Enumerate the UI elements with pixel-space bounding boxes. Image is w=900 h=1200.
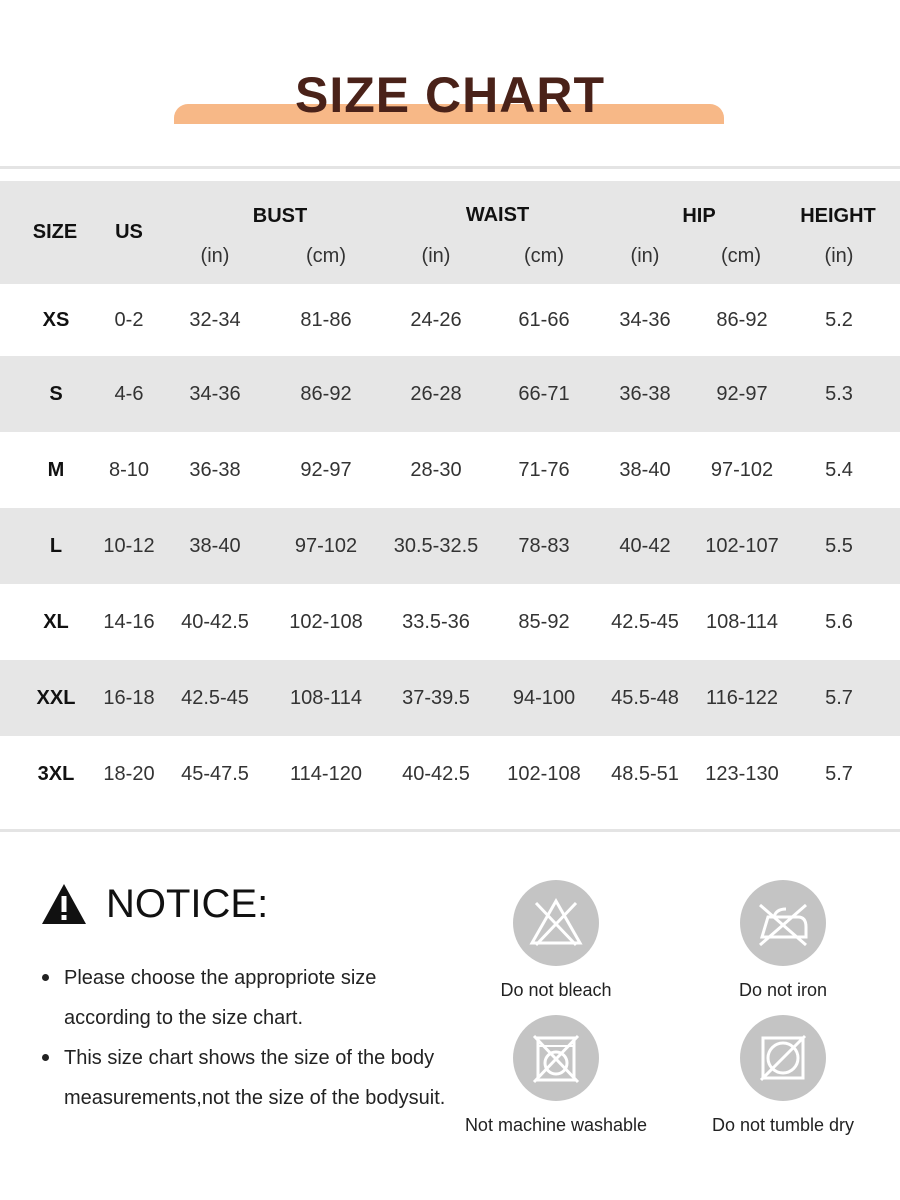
- unit-hip-in: (in): [630, 245, 660, 267]
- unit-bust-cm: (cm): [306, 245, 346, 267]
- cell-bust-cm: 92-97: [300, 458, 352, 481]
- cell-waist-in: 26-28: [410, 382, 462, 405]
- cell-height-in: 5.2: [825, 308, 853, 331]
- no-bleach-icon: [513, 880, 599, 966]
- cell-size: XXL: [36, 686, 76, 709]
- care-no-machine-wash: [436, 1015, 676, 1136]
- cell-waist-in: 37-39.5: [402, 686, 470, 709]
- table-body: [0, 284, 900, 820]
- cell-hip-cm: 102-107: [705, 534, 779, 557]
- cell-waist-in: 28-30: [410, 458, 462, 481]
- cell-waist-cm: 71-76: [518, 458, 570, 481]
- cell-bust-in: 36-38: [189, 458, 241, 481]
- cell-hip-cm: 86-92: [716, 308, 768, 331]
- cell-height-in: 5.7: [825, 762, 853, 785]
- cell-hip-in: 38-40: [619, 458, 671, 481]
- care-label: Not machine washable: [464, 1115, 648, 1135]
- table-row: [0, 432, 900, 508]
- cell-bust-in: 38-40: [189, 534, 241, 557]
- unit-waist-cm: (cm): [524, 245, 564, 267]
- cell-waist-cm: 94-100: [512, 686, 576, 709]
- cell-bust-in: 45-47.5: [181, 762, 249, 785]
- unit-bust-in: (in): [200, 245, 230, 267]
- table-row: [0, 284, 900, 356]
- cell-us: 8-10: [108, 458, 150, 481]
- cell-us: 18-20: [103, 762, 155, 785]
- cell-waist-cm: 78-83: [518, 534, 570, 557]
- cell-bust-cm: 102-108: [289, 610, 363, 633]
- page-title: SIZE CHART: [295, 67, 605, 123]
- cell-waist-cm: 85-92: [518, 610, 570, 633]
- header-height: HEIGHT: [800, 205, 876, 227]
- notice-header: [40, 876, 460, 932]
- no-iron-icon: [740, 880, 826, 966]
- cell-waist-in: 33.5-36: [402, 610, 470, 633]
- size-table: [0, 181, 900, 820]
- cell-waist-cm: 61-66: [518, 308, 570, 331]
- cell-height-in: 5.3: [825, 382, 853, 405]
- bottom-divider: [0, 829, 900, 832]
- cell-bust-cm: 108-114: [290, 686, 362, 709]
- header-us: US: [115, 221, 143, 243]
- care-no-iron: [663, 880, 900, 1001]
- cell-us: 16-18: [103, 686, 155, 709]
- cell-bust-cm: 97-102: [294, 534, 358, 557]
- cell-bust-in: 34-36: [189, 382, 241, 405]
- cell-hip-in: 40-42: [619, 534, 671, 557]
- header-size: SIZE: [32, 221, 78, 243]
- unit-waist-in: (in): [421, 245, 451, 267]
- header-bust: BUST: [252, 205, 308, 227]
- cell-hip-cm: 123-130: [705, 762, 779, 785]
- table-row: [0, 356, 900, 432]
- cell-size: 3XL: [37, 762, 75, 785]
- notice-title: NOTICE:: [106, 881, 269, 926]
- care-label: Do not bleach: [500, 980, 612, 1000]
- cell-hip-in: 48.5-51: [611, 762, 679, 785]
- table-header: [0, 181, 900, 284]
- cell-bust-cm: 86-92: [300, 382, 352, 405]
- care-no-bleach: [436, 880, 676, 1001]
- cell-us: 0-2: [114, 308, 144, 331]
- cell-hip-cm: 97-102: [710, 458, 774, 481]
- header-hip: HIP: [682, 205, 716, 227]
- cell-size: XS: [42, 308, 70, 331]
- cell-height-in: 5.5: [825, 534, 853, 557]
- cell-size: M: [47, 458, 65, 481]
- cell-hip-in: 36-38: [619, 382, 671, 405]
- table-row: [0, 736, 900, 820]
- table-row: [0, 660, 900, 736]
- cell-height-in: 5.4: [825, 458, 853, 481]
- warning-icon: [40, 882, 88, 926]
- cell-hip-cm: 116-122: [706, 686, 778, 709]
- title-banner: [0, 60, 900, 130]
- cell-bust-cm: 114-120: [290, 762, 362, 785]
- care-no-tumble-dry: [663, 1015, 900, 1136]
- table-row: [0, 508, 900, 584]
- notice-list: [40, 958, 460, 1118]
- cell-us: 14-16: [103, 610, 155, 633]
- care-label: Do not iron: [738, 980, 828, 1000]
- unit-hip-cm: (cm): [721, 245, 761, 267]
- cell-bust-cm: 81-86: [300, 308, 352, 331]
- cell-height-in: 5.7: [825, 686, 853, 709]
- cell-us: 4-6: [114, 382, 144, 405]
- cell-waist-in: 30.5-32.5: [393, 534, 479, 557]
- top-divider: [0, 166, 900, 169]
- cell-waist-in: 40-42.5: [402, 762, 470, 785]
- cell-bust-in: 32-34: [189, 308, 241, 331]
- cell-waist-in: 24-26: [410, 308, 462, 331]
- cell-hip-in: 42.5-45: [611, 610, 679, 633]
- notice-section: [40, 876, 460, 1118]
- no-machine-wash-icon: [513, 1015, 599, 1101]
- cell-size: L: [49, 534, 63, 557]
- no-tumble-dry-icon: [740, 1015, 826, 1101]
- cell-size: S: [49, 382, 63, 405]
- care-label: Do not tumble dry: [711, 1115, 855, 1135]
- cell-hip-in: 34-36: [619, 308, 671, 331]
- cell-hip-cm: 108-114: [706, 610, 778, 633]
- notice-item: This size chart shows the size of the body measurements,not the size of the bodysuit.: [40, 1038, 460, 1118]
- cell-hip-cm: 92-97: [716, 382, 768, 405]
- table-row: [0, 584, 900, 660]
- cell-bust-in: 42.5-45: [181, 686, 249, 709]
- cell-waist-cm: 102-108: [507, 762, 581, 785]
- notice-item: Please choose the appropriote size according to the size chart.: [40, 958, 460, 1038]
- cell-hip-in: 45.5-48: [611, 686, 679, 709]
- cell-size: XL: [43, 610, 69, 633]
- header-waist: WAIST: [465, 204, 530, 226]
- unit-height-in: (in): [824, 245, 854, 267]
- cell-waist-cm: 66-71: [518, 382, 570, 405]
- cell-height-in: 5.6: [825, 610, 853, 633]
- cell-us: 10-12: [103, 534, 155, 557]
- cell-bust-in: 40-42.5: [181, 610, 249, 633]
